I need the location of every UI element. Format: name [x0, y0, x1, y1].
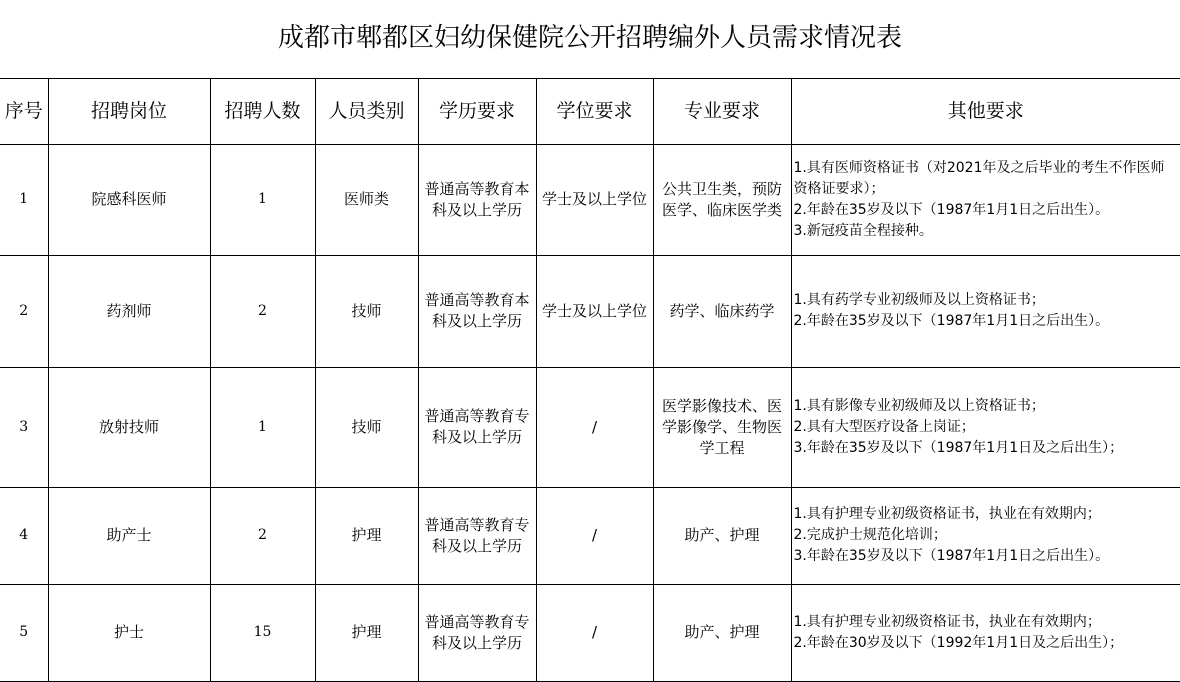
cell-other — [791, 487, 1180, 584]
cell-count: 1 — [210, 367, 315, 487]
other-line: 1.具有药学专业初级师及以上资格证书； — [793, 292, 1045, 308]
cell-major: 医学影像技术、医学影像学、生物医学工程 — [653, 367, 791, 487]
cell-education: 普通高等教育本科及以上学历 — [418, 255, 536, 367]
cell-count: 2 — [210, 487, 315, 584]
header-other: 其他要求 — [791, 78, 1180, 144]
cell-other — [791, 144, 1180, 255]
cell-position: 药剂师 — [48, 255, 210, 367]
header-degree: 学位要求 — [536, 78, 653, 144]
header-position: 招聘岗位 — [48, 78, 210, 144]
cell-degree: 学士及以上学位 — [536, 255, 653, 367]
cell-position: 护士 — [48, 584, 210, 681]
header-category: 人员类别 — [315, 78, 418, 144]
header-count: 招聘人数 — [210, 78, 315, 144]
other-line: 1.具有医师资格证书（对2021年及之后毕业的考生不作医师资格证要求）； — [793, 159, 1165, 197]
cell-education: 普通高等教育专科及以上学历 — [418, 584, 536, 681]
cell-count: 1 — [210, 144, 315, 255]
table-row — [0, 144, 1180, 255]
other-line: 2.年龄在35岁及以下（1987年1月1日之后出生）。 — [793, 313, 1110, 329]
header-education: 学历要求 — [418, 78, 536, 144]
header-row — [0, 78, 1180, 144]
cell-category: 医师类 — [315, 144, 418, 255]
cell-education: 普通高等教育专科及以上学历 — [418, 367, 536, 487]
page-title: 成都市郫都区妇幼保健院公开招聘编外人员需求情况表 — [0, 0, 1180, 78]
other-line: 2.完成护士规范化培训； — [793, 527, 947, 543]
cell-degree: 学士及以上学位 — [536, 144, 653, 255]
cell-seq: 4 — [0, 487, 48, 584]
other-line: 1.具有护理专业初级资格证书，执业在有效期内； — [793, 613, 1101, 630]
cell-major: 药学、临床药学 — [653, 255, 791, 367]
header-seq: 序号 — [0, 78, 48, 144]
cell-major: 助产、护理 — [653, 584, 791, 681]
other-line: 1.具有护理专业初级资格证书，执业在有效期内； — [793, 506, 1101, 522]
other-line: 3.年龄在35岁及以下（1987年1月1日及之后出生）； — [793, 439, 1124, 456]
cell-position: 院感科医师 — [48, 144, 210, 255]
other-line: 2.具有大型医疗设备上岗证； — [793, 418, 975, 435]
cell-major: 助产、护理 — [653, 487, 791, 584]
cell-position: 助产士 — [48, 487, 210, 584]
cell-seq: 2 — [0, 255, 48, 367]
cell-major: 公共卫生类，预防医学、临床医学类 — [653, 144, 791, 255]
cell-position: 放射技师 — [48, 367, 210, 487]
cell-degree: / — [536, 584, 653, 681]
cell-count: 15 — [210, 584, 315, 681]
cell-education: 普通高等教育专科及以上学历 — [418, 487, 536, 584]
table-row — [0, 255, 1180, 367]
cell-education: 普通高等教育本科及以上学历 — [418, 144, 536, 255]
table-row — [0, 584, 1180, 681]
cell-degree: / — [536, 367, 653, 487]
cell-degree: / — [536, 487, 653, 584]
cell-other — [791, 367, 1180, 487]
cell-category: 护理 — [315, 584, 418, 681]
cell-category: 技师 — [315, 255, 418, 367]
cell-other — [791, 584, 1180, 681]
header-major: 专业要求 — [653, 78, 791, 144]
cell-count: 2 — [210, 255, 315, 367]
table-row — [0, 367, 1180, 487]
other-line: 2.年龄在35岁及以下（1987年1月1日之后出生）。 — [793, 201, 1110, 218]
cell-seq: 3 — [0, 367, 48, 487]
cell-other — [791, 255, 1180, 367]
cell-seq: 1 — [0, 144, 48, 255]
cell-category: 护理 — [315, 487, 418, 584]
cell-category: 技师 — [315, 367, 418, 487]
table-row — [0, 487, 1180, 584]
other-line: 1.具有影像专业初级师及以上资格证书； — [793, 397, 1045, 414]
other-line: 3.年龄在35岁及以下（1987年1月1日之后出生）。 — [793, 548, 1110, 564]
other-line: 3.新冠疫苗全程接种。 — [793, 222, 933, 239]
cell-seq: 5 — [0, 584, 48, 681]
other-line: 2.年龄在30岁及以下（1992年1月1日及之后出生）； — [793, 634, 1124, 651]
